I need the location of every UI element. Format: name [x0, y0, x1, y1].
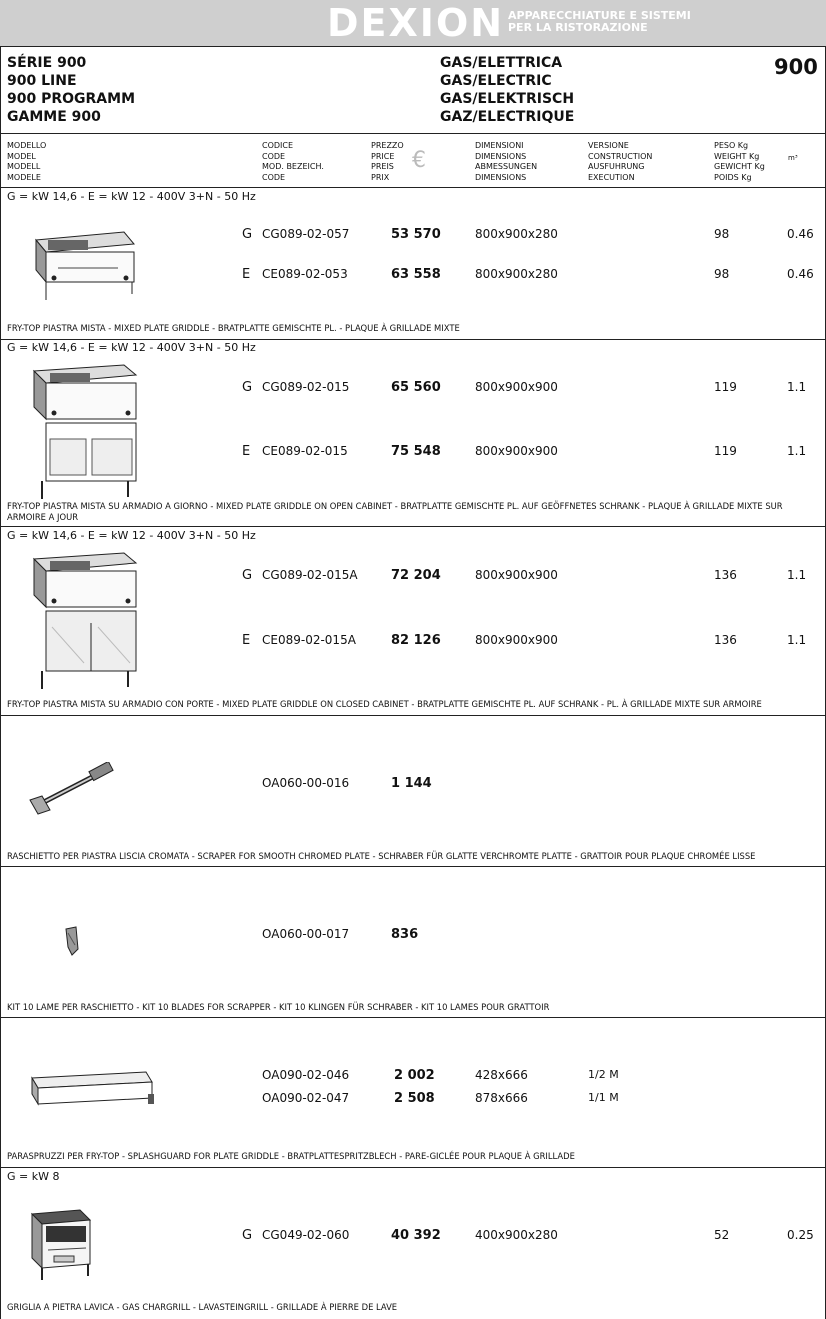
divider	[0, 866, 826, 867]
brand-logo: DEXION	[327, 1, 505, 45]
product-section	[0, 190, 826, 338]
product-description: RASCHIETTO PER PIASTRA LISCIA CROMATA - SCRAPER FOR SMOOTH CHROMED PLATE - SCHRABER FÜR GLATTE VERCHROMTE PLATTE - GRATTOIR POUR PLAQUE CHROMÉE LISSE	[7, 851, 756, 861]
spec-line: G = kW 14,6 - E = kW 12 - 400V 3+N - 50 Hz	[7, 190, 256, 203]
divider	[0, 133, 826, 134]
product-section	[0, 1170, 826, 1319]
brand-tagline: APPARECCHIATURE E SISTEMI PER LA RISTORAZIONE	[508, 9, 691, 34]
divider	[0, 1017, 826, 1018]
fuel-type-title: GAS/ELETTRICA GAS/ELECTRIC GAS/ELEKTRISCH GAZ/ELECTRIQUE	[440, 55, 575, 125]
column-header-price: PREZZO PRICE PREIS PRIX	[371, 141, 404, 182]
divider	[0, 187, 826, 188]
product-section	[0, 341, 826, 525]
product-description: FRY-TOP PIASTRA MISTA SU ARMADIO A GIORNO - MIXED PLATE GRIDDLE ON OPEN CABINET - BRATPLATTE GEMISCHTE PL. AUF GEÖFFNETES SCHRANK - PLAQUE À GRILLADE MIXTE SUR ARMOIRE A JOUR	[7, 501, 783, 522]
product-description: KIT 10 LAME PER RASCHIETTO - KIT 10 BLADES FOR SCRAPPER - KIT 10 KLINGEN FÜR SCHRABER - KIT 10 LAMES POUR GRATTOIR	[7, 1002, 550, 1012]
product-description: FRY-TOP PIASTRA MISTA - MIXED PLATE GRIDDLE - BRATPLATTE GEMISCHTE PL. - PLAQUE À GRILLADE MIXTE	[7, 323, 460, 333]
column-header-weight: PESO Kg WEIGHT Kg GEWICHT Kg POIDS Kg	[714, 141, 765, 182]
series-title: SÉRIE 900 900 LINE 900 PROGRAMM GAMME 900	[7, 55, 136, 125]
product-description: FRY-TOP PIASTRA MISTA SU ARMADIO CON PORTE - MIXED PLATE GRIDDLE ON CLOSED CABINET - BRATPLATTE GEMISCHTE PL. AUF SCHRANK - PL. À GRILLADE MIXTE SUR ARMOIRE	[7, 699, 762, 709]
divider	[0, 715, 826, 716]
column-header-volume: m³	[788, 154, 798, 162]
line-number: 900	[774, 55, 818, 79]
chargrill-icon	[28, 1206, 94, 1286]
product-section	[0, 529, 826, 714]
table-row: G CG089-02-057 53 570 800x900x280 98 0.46	[242, 227, 814, 242]
table-row: E CE089-02-015 75 548 800x900x900 119 1.1	[242, 444, 807, 459]
product-description: GRIGLIA A PIETRA LAVICA - GAS CHARGRILL - LAVASTEINGRILL - GRILLADE À PIERRE DE LAVE	[7, 1302, 398, 1312]
table-row: OA060-00-017 836	[262, 927, 419, 942]
divider	[0, 339, 826, 340]
scraper-icon	[28, 762, 118, 822]
table-row: OA060-00-016 1 144	[262, 776, 432, 791]
table-row: OA090-02-047 2 508 878x666 1/1 M	[262, 1091, 619, 1106]
spec-line: G = kW 14,6 - E = kW 12 - 400V 3+N - 50 Hz	[7, 341, 256, 354]
divider	[0, 1167, 826, 1168]
column-header-code: CODICE CODE MOD. BEZEICH. CODE	[262, 141, 324, 182]
table-row: G CG089-02-015A 72 204 800x900x900 136 1.1	[242, 568, 807, 583]
divider	[0, 526, 826, 527]
spec-line: G = kW 14,6 - E = kW 12 - 400V 3+N - 50 Hz	[7, 529, 256, 542]
table-row: E CE089-02-053 63 558 800x900x280 98 0.46	[242, 267, 814, 282]
header-banner	[0, 0, 826, 46]
column-header-model: MODELLO MODEL MODELL MODELE	[7, 141, 47, 182]
table-row: E CE089-02-015A 82 126 800x900x900 136 1.1	[242, 633, 807, 648]
table-row: OA090-02-046 2 002 428x666 1/2 M	[262, 1068, 619, 1083]
euro-symbol: €	[412, 148, 426, 173]
product-section	[0, 869, 826, 1016]
product-description: PARASPRUZZI PER FRY-TOP - SPLASHGUARD FOR PLATE GRIDDLE - BRATPLATTESPRITZBLECH - PARE-GICLÉE POUR PLAQUE À GRILLADE	[7, 1151, 575, 1161]
table-row: G CG049-02-060 40 392 400x900x280 52 0.25	[242, 1228, 814, 1243]
column-header-version: VERSIONE CONSTRUCTION AUSFUHRUNG EXECUTION	[588, 141, 653, 182]
column-header-dimensions: DIMENSIONI DIMENSIONS ABMESSUNGEN DIMENSIONS	[475, 141, 538, 182]
table-row: G CG089-02-015 65 560 800x900x900 119 1.1	[242, 380, 807, 395]
product-section	[0, 1020, 826, 1166]
spec-line: G = kW 8	[7, 1170, 60, 1183]
divider	[0, 46, 826, 47]
product-section	[0, 718, 826, 865]
